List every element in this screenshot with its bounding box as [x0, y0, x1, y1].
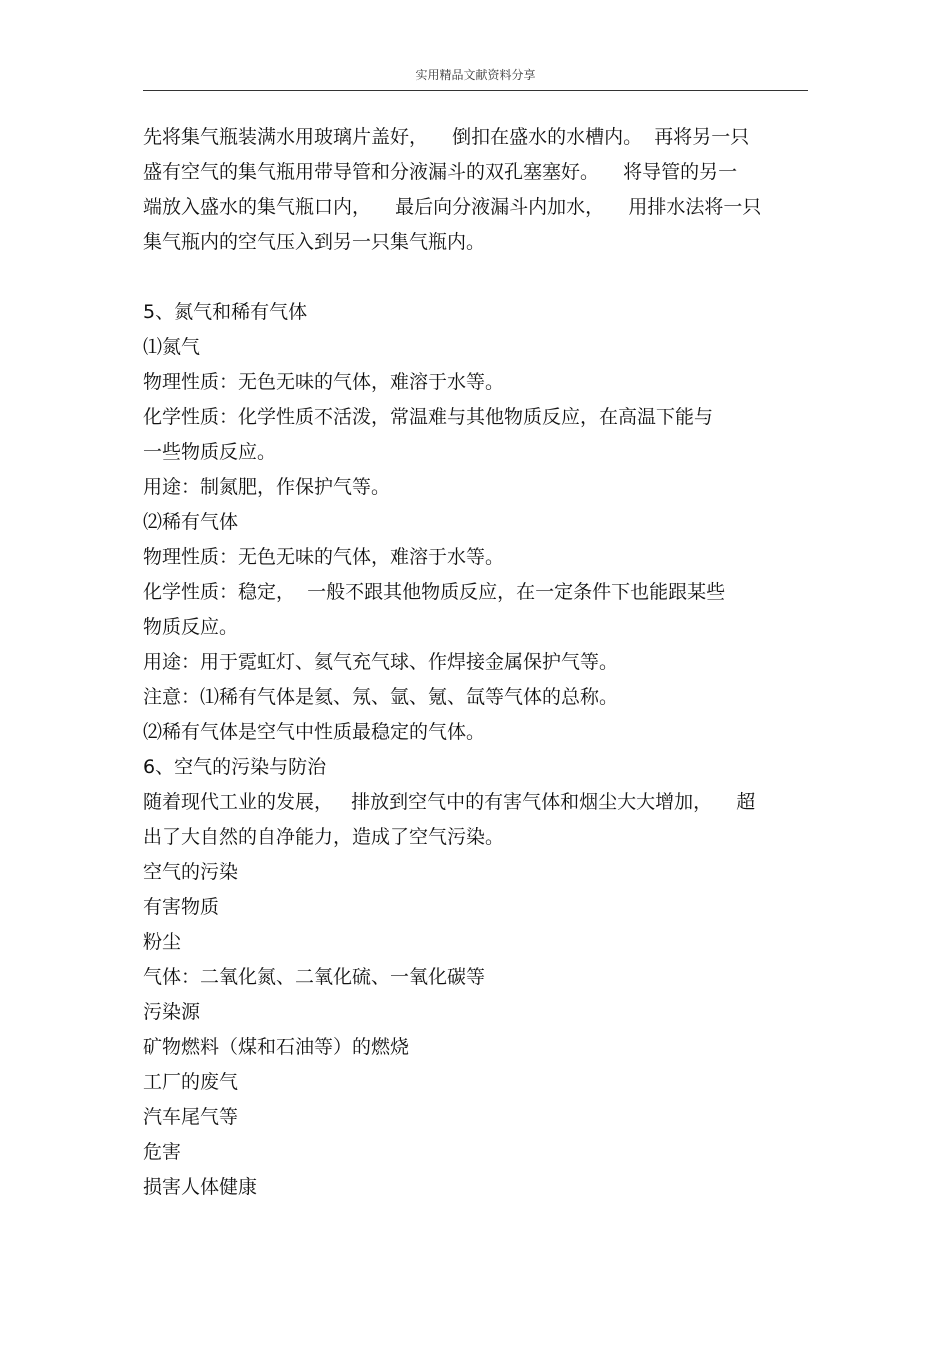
section-heading: 6、空气的污染与防治	[143, 756, 327, 778]
list-item: 损害人体健康	[143, 1176, 258, 1198]
list-item: 有害物质	[143, 896, 220, 918]
intro-line: 盛有空气的集气瓶用带导管和分液漏斗的双孔塞塞好。 将导管的另一	[143, 161, 738, 183]
noble-gas-note: ⑵稀有气体是空气中性质最稳定的气体。	[143, 721, 486, 743]
intro-paragraph	[143, 120, 808, 260]
list-item: 危害	[143, 1141, 182, 1163]
list-item: 粉尘	[143, 931, 182, 953]
subheading-nitrogen: ⑴氮气	[143, 336, 201, 358]
noble-gas-chemical-cont: 物质反应。	[143, 616, 239, 638]
nitrogen-chemical-cont: 一些物质反应。	[143, 441, 277, 463]
pollution-intro-cont: 出了大自然的自净能力，造成了空气污染。	[143, 826, 505, 848]
section-5	[143, 295, 808, 750]
noble-gas-physical: 物理性质：无色无味的气体，难溶于水等。	[143, 546, 505, 568]
header-divider	[143, 90, 808, 91]
intro-line: 端放入盛水的集气瓶口内， 最后向分液漏斗内加水， 用排水法将一只	[143, 196, 762, 218]
pollution-intro: 随着现代工业的发展， 排放到空气中的有害气体和烟尘大大增加， 超	[143, 791, 756, 813]
nitrogen-physical: 物理性质：无色无味的气体，难溶于水等。	[143, 371, 505, 393]
section-6	[143, 750, 808, 1205]
list-item: 污染源	[143, 1001, 201, 1023]
list-item: 汽车尾气等	[143, 1106, 239, 1128]
document-body	[143, 120, 808, 1205]
list-item: 工厂的废气	[143, 1071, 239, 1093]
paragraph-gap	[143, 260, 808, 295]
subheading-noble-gas: ⑵稀有气体	[143, 511, 239, 533]
nitrogen-use: 用途：制氮肥，作保护气等。	[143, 476, 391, 498]
list-item: 矿物燃料（煤和石油等）的燃烧	[143, 1036, 410, 1058]
noble-gas-use: 用途：用于霓虹灯、氦气充气球、作焊接金属保护气等。	[143, 651, 619, 673]
noble-gas-chemical: 化学性质：稳定， 一般不跟其他物质反应，在一定条件下也能跟某些	[143, 581, 726, 603]
list-item: 气体：二氧化氮、二氧化硫、一氧化碳等	[143, 966, 486, 988]
intro-line: 先将集气瓶装满水用玻璃片盖好， 倒扣在盛水的水槽内。 再将另一只	[143, 126, 750, 148]
list-item: 空气的污染	[143, 861, 239, 883]
section-heading: 5、氮气和稀有气体	[143, 301, 308, 323]
page-header: 实用精品文献资料分享	[415, 68, 536, 82]
noble-gas-note: 注意：⑴稀有气体是氦、氖、氩、氪、氙等气体的总称。	[143, 686, 619, 708]
intro-line: 集气瓶内的空气压入到另一只集气瓶内。	[143, 231, 486, 253]
nitrogen-chemical: 化学性质：化学性质不活泼，常温难与其他物质反应，在高温下能与	[143, 406, 714, 428]
